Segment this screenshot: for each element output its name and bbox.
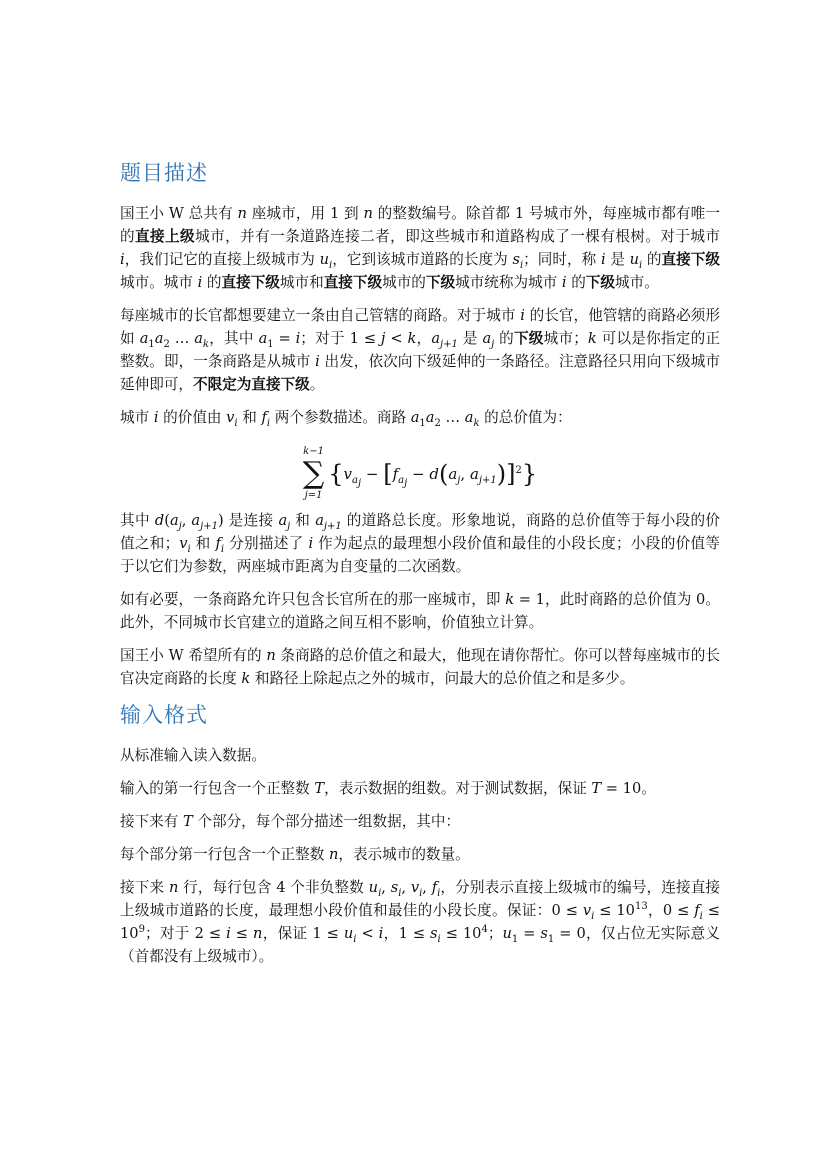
bold-term: 直接下级 xyxy=(661,251,721,268)
text: 的 xyxy=(202,274,222,291)
math-var: i xyxy=(315,353,320,370)
text: 的 xyxy=(642,251,662,268)
text: 其中 xyxy=(120,512,155,529)
text: ≤ xyxy=(230,925,253,942)
text: ，分别表示直接上级城市的编号，连接直接上级城市道路的长度，最理想小段价值和最佳的小段长度。保证：0 ≤ xyxy=(120,879,721,919)
text: 。 xyxy=(309,376,325,393)
math-var: $v_i$ xyxy=(226,409,238,429)
text: 出发，依次向下级延伸的一条路径。注意路径只用向下级城市延伸即可， xyxy=(120,353,720,393)
math-var: $f_i$ xyxy=(261,409,271,429)
text: 城市，并有一条道路连接二者，即这些城市和道路构成了一棵有根树。对于城市 xyxy=(195,228,720,245)
math-var: i xyxy=(378,925,384,942)
bold-term: 直接下级 xyxy=(221,274,280,291)
math-expr: $u_i$, $s_i$, $v_i$, $f_i$ xyxy=(368,879,441,899)
paragraph-goal xyxy=(120,644,720,690)
paragraph-distance-explanation xyxy=(120,509,720,578)
paragraph-read-stdin: 从标准输入读入数据。 xyxy=(120,747,266,764)
text: 个部分，每个部分描述一组数据，其中： xyxy=(192,813,461,830)
text: 每座城市的长官都想要建立一条由自己管辖的商路。对于城市 xyxy=(120,307,521,324)
sum-lower-limit: j=1 xyxy=(304,490,323,501)
total-value-formula xyxy=(120,439,720,501)
text: ，1 ≤ xyxy=(383,925,431,942)
math-var: n xyxy=(266,647,276,664)
text: 条商路的总价值之和最大，他现在请你帮忙。你可以替每座城市的长官决定商路的长度 xyxy=(120,647,720,687)
math-expr: $u_1 = s_1 = 0$ xyxy=(502,925,586,945)
text: ，此时商路的总价值为 0。此外，不同城市长官建立的道路之间互相不影响，价值独立计算。 xyxy=(120,591,720,631)
math-var: $a_{j+1}$ xyxy=(431,330,458,350)
math-var: $u_i$ xyxy=(319,251,333,271)
text: 接下来有 xyxy=(120,813,184,830)
math-expr: $f_i \le 10^9$ xyxy=(120,902,720,942)
text: ，表示城市的数量。 xyxy=(338,846,470,863)
paragraph-first-line xyxy=(120,777,720,800)
math-expr: $v_i \le 10^{13}$ xyxy=(582,901,648,922)
bold-term: 下级 xyxy=(513,330,544,347)
math-var: n xyxy=(252,925,263,942)
text: 行，每行包含 4 个非负整数 xyxy=(178,879,369,896)
text: 输入的第一行包含一个正整数 xyxy=(120,780,315,797)
math-expr: $a_1a_2$ … $a_k$ xyxy=(139,330,209,350)
paragraph-city-lines xyxy=(120,876,720,968)
text: 座城市，用 1 到 xyxy=(246,205,364,222)
text: 。 xyxy=(641,780,656,797)
text: 是 xyxy=(457,330,483,347)
text: 的 xyxy=(566,274,586,291)
sum-upper-limit: k−1 xyxy=(303,446,324,457)
text: 是 xyxy=(605,251,630,268)
section-heading-input-format: 输入格式 xyxy=(120,703,208,727)
text: 的长官，他管辖的商路必须形如 xyxy=(120,307,720,347)
paragraph-single-city-route xyxy=(120,588,720,634)
math-expr: $s_i \le 10^4$ xyxy=(430,924,488,945)
text: ；对于 xyxy=(300,330,350,347)
sigma-glyph: ∑ xyxy=(302,456,325,491)
math-var: $u_i$ xyxy=(629,251,643,271)
paragraph-cities-tree xyxy=(120,202,720,294)
paragraph-trade-route xyxy=(120,304,720,396)
math-var: k xyxy=(241,670,251,687)
text: 的价值由 xyxy=(158,409,227,426)
text: 的道路总长度。形象地说，商路的总价值等于每小段的价值之和； xyxy=(120,512,721,552)
math-var: T xyxy=(314,780,325,797)
text: 和 xyxy=(290,512,316,529)
formula-body: {$v_{a_j} - [f_{a_j} - d(a_j$, $a_{j+1})]^2$} xyxy=(328,460,538,489)
text: 可以是你指定的正整数。即，一条商路是从城市 xyxy=(120,330,720,370)
math-var: i xyxy=(308,535,314,552)
paragraph-city-count xyxy=(120,843,720,866)
math-var: $a_j$ xyxy=(482,330,495,350)
math-var: i xyxy=(600,251,606,268)
math-var: i xyxy=(153,409,159,426)
text: ，0 ≤ xyxy=(647,902,695,919)
math-var: i xyxy=(197,274,203,291)
text: 接下来 xyxy=(120,879,169,896)
bold-term: 下级 xyxy=(585,274,615,291)
text: ，其中 xyxy=(208,330,259,347)
text: 分别描述了 xyxy=(224,535,309,552)
text: 和 xyxy=(237,409,262,426)
math-var: i xyxy=(561,274,567,291)
text: 城市。城市 xyxy=(120,274,198,291)
paragraph-parts xyxy=(120,810,720,833)
paragraph-city-value xyxy=(120,406,720,429)
math-expr: $d(a_j$, $a_{j+1}$) xyxy=(154,512,224,532)
text: 城市； xyxy=(543,330,588,347)
text: ；同时，称 xyxy=(523,251,601,268)
text: 和 xyxy=(190,535,216,552)
text: ，表示数据的组数。对于测试数据，保证 xyxy=(324,780,592,797)
math-expr: T = 10 xyxy=(591,780,642,797)
math-expr: $a_1 = i$ xyxy=(258,330,301,350)
math-expr: k = 1 xyxy=(505,591,545,608)
text: 是连接 xyxy=(223,512,279,529)
text: ，保证 1 ≤ xyxy=(262,925,344,942)
math-var: n xyxy=(328,846,339,863)
bold-term: 下级 xyxy=(425,274,456,291)
text: 城市的 xyxy=(382,274,426,291)
problem-document xyxy=(120,158,720,978)
text: 国王小 W 总共有 xyxy=(120,205,238,222)
section-heading-description: 题目描述 xyxy=(120,161,208,185)
text: ；对于 2 ≤ xyxy=(144,925,227,942)
math-expr: $a_1a_2$ … $a_k$ xyxy=(410,409,480,429)
math-var: i xyxy=(520,307,525,324)
text: 城市。 xyxy=(615,274,659,291)
text: 的 xyxy=(494,330,514,347)
text: ，仅占位无实际意义（首都没有上级城市）。 xyxy=(120,925,721,965)
math-var: n xyxy=(168,879,179,896)
text: 城市 xyxy=(120,409,154,426)
text: ，我们记它的直接上级城市为 xyxy=(124,251,320,268)
text: 作为起点的最理想小段价值和最佳的小段长度；小段的价值等于以它们为参数，两座城市距离为自变量的二次函数。 xyxy=(120,535,720,575)
math-var: $f_i$ xyxy=(215,535,225,555)
math-var: $s_i$ xyxy=(512,251,524,271)
math-var: T xyxy=(183,813,193,830)
text: 的整数编号。除首都 1 号城市外，每座城市都有唯一的 xyxy=(120,205,720,245)
text: 国王小 W 希望所有的 xyxy=(120,647,267,664)
text: ，它到该城市道路的长度为 xyxy=(332,251,513,268)
math-var: n xyxy=(237,205,247,222)
text: ； xyxy=(487,925,503,942)
math-var: $a_j$ xyxy=(278,512,291,532)
math-var: $v_i$ xyxy=(179,535,191,555)
text: ， xyxy=(416,330,432,347)
math-var: i xyxy=(226,925,231,942)
math-var: i xyxy=(120,251,125,268)
bold-term: 直接上级 xyxy=(135,228,196,245)
bold-term: 不限定为直接下级 xyxy=(192,376,310,393)
math-var: $u_i$ xyxy=(343,925,357,945)
bold-term: 直接下级 xyxy=(323,274,383,291)
text: 和路径上除起点之外的城市，问最大的总价值之和是多少。 xyxy=(250,670,635,687)
text: 每个部分第一行包含一个正整数 xyxy=(120,846,329,863)
text: < xyxy=(356,925,379,942)
text: 两个参数描述。商路 xyxy=(270,409,411,426)
text: 的总价值为： xyxy=(479,409,572,426)
math-var: k xyxy=(587,330,597,347)
math-var: $a_{j+1}$ xyxy=(315,512,342,532)
text: 城市和 xyxy=(279,274,324,291)
math-expr: 1 ≤ j < k xyxy=(349,330,417,347)
math-var: n xyxy=(363,205,373,222)
text: 如有必要，一条商路允许只包含长官所在的那一座城市，即 xyxy=(120,591,506,608)
text: 城市统称为城市 xyxy=(455,274,562,291)
summation-symbol xyxy=(303,446,324,502)
